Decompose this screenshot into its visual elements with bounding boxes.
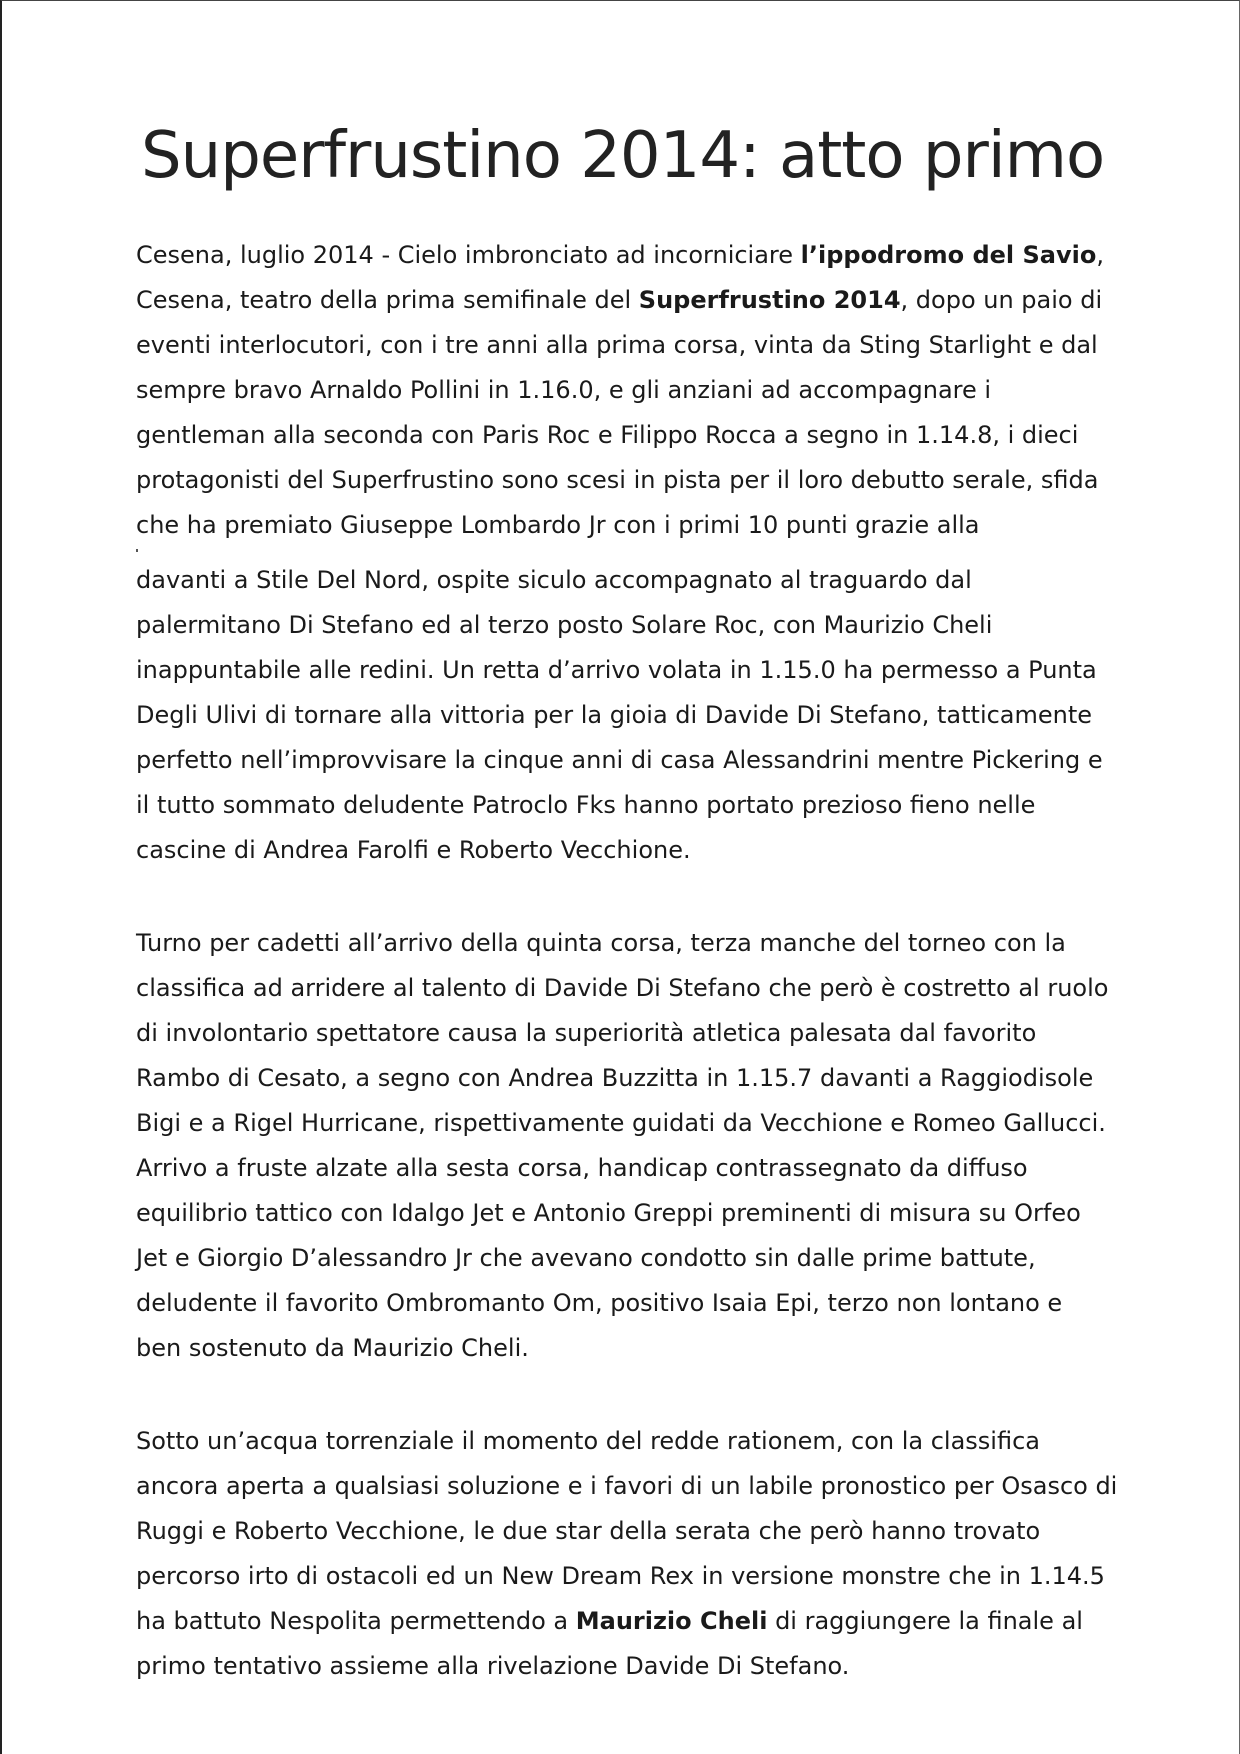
article-body xyxy=(136,233,1186,1689)
text-line xyxy=(136,323,1186,368)
text-line xyxy=(136,921,1186,966)
bold-text: Superfrustino 2014 xyxy=(638,286,901,314)
text-run: , xyxy=(1096,241,1104,269)
text-line xyxy=(136,558,1186,603)
text-line xyxy=(136,413,1186,458)
text-line xyxy=(136,278,1186,323)
text-line xyxy=(136,1509,1186,1554)
text-line xyxy=(136,1281,1186,1326)
text-run: di involontario spettatore causa la superiorità atletica palesata dal favorito xyxy=(136,1019,1037,1047)
text-run: davanti a Stile Del Nord, ospite siculo accompagnato al traguardo dal xyxy=(136,566,972,594)
text-run: perfetto nell’improvvisare la cinque anni di casa Alessandrini mentre Pickering e xyxy=(136,746,1103,774)
text-line xyxy=(136,503,1186,548)
text-run: primo tentativo assieme alla rivelazione Davide Di Stefano. xyxy=(136,1652,850,1680)
text-line xyxy=(136,1599,1186,1644)
text-line xyxy=(136,233,1186,278)
text-line xyxy=(136,1236,1186,1281)
text-run: sempre bravo Arnaldo Pollini in 1.16.0, e gli anziani ad accompagnare i xyxy=(136,376,992,404)
text-line xyxy=(136,458,1186,503)
text-line xyxy=(136,828,1186,873)
text-run: ancora aperta a qualsiasi soluzione e i favori di un labile pronostico per Osasco di xyxy=(136,1472,1118,1500)
text-run: deludente il favorito Ombromanto Om, positivo Isaia Epi, terzo non lontano e xyxy=(136,1289,1063,1317)
text-run: il tutto sommato deludente Patroclo Fks hanno portato prezioso fieno nelle xyxy=(136,791,1036,819)
text-line xyxy=(136,1146,1186,1191)
text-line xyxy=(136,693,1186,738)
text-run: Rambo di Cesato, a segno con Andrea Buzzitta in 1.15.7 davanti a Raggiodisole xyxy=(136,1064,1094,1092)
text-run: ha battuto Nespolita permettendo a xyxy=(136,1607,576,1635)
text-run: ben sostenuto da Maurizio Cheli. xyxy=(136,1334,529,1362)
text-run: Turno per cadetti all’arrivo della quinta corsa, terza manche del torneo con la xyxy=(136,929,1066,957)
text-line xyxy=(136,1464,1186,1509)
text-run: palermitano Di Stefano ed al terzo posto Solare Roc, con Maurizio Cheli xyxy=(136,611,993,639)
text-run: inappuntabile alle redini. Un retta d’arrivo volata in 1.15.0 ha permesso a Punta xyxy=(136,656,1097,684)
text-line xyxy=(136,783,1186,828)
text-run: equilibrio tattico con Idalgo Jet e Antonio Greppi preminenti di misura su Orfeo xyxy=(136,1199,1081,1227)
text-run: eventi interlocutori, con i tre anni alla prima corsa, vinta da Sting Starlight e dal xyxy=(136,331,1098,359)
text-run: che ha premiato Giuseppe Lombardo Jr con i primi 10 punti grazie alla xyxy=(136,511,980,539)
text-line xyxy=(136,603,1186,648)
text-line xyxy=(136,1554,1186,1599)
paragraph-3 xyxy=(136,1419,1186,1689)
scan-artifact xyxy=(136,548,1186,558)
text-line xyxy=(136,1644,1186,1689)
text-run: , dopo un paio di xyxy=(900,286,1103,314)
text-run: protagonisti del Superfrustino sono scesi in pista per il loro debutto serale, sfida xyxy=(136,466,1099,494)
text-run: percorso irto di ostacoli ed un New Dream Rex in versione monstre che in 1.14.5 xyxy=(136,1562,1105,1590)
paragraph-2 xyxy=(136,921,1186,1371)
text-run: Arrivo a fruste alzate alla sesta corsa, handicap contrassegnato da diffuso xyxy=(136,1154,1028,1182)
text-run: classifica ad arridere al talento di Davide Di Stefano che però è costretto al ruolo xyxy=(136,974,1109,1002)
text-line xyxy=(136,738,1186,783)
bold-text: l’ippodromo del Savio xyxy=(800,241,1097,269)
text-line xyxy=(136,368,1186,413)
text-line xyxy=(136,966,1186,1011)
text-line xyxy=(136,1326,1186,1371)
bold-text: Maurizio Cheli xyxy=(575,1607,768,1635)
text-run: Sotto un’acqua torrenziale il momento del redde rationem, con la classifica xyxy=(136,1427,1040,1455)
text-run: Ruggi e Roberto Vecchione, le due star della serata che però hanno trovato xyxy=(136,1517,1041,1545)
text-line xyxy=(136,1056,1186,1101)
text-run: Cesena, teatro della prima semifinale del xyxy=(136,286,639,314)
text-line xyxy=(136,1419,1186,1464)
text-line xyxy=(136,1101,1186,1146)
text-run: di raggiungere la finale al xyxy=(767,1607,1083,1635)
text-run: Degli Ulivi di tornare alla vittoria per la gioia di Davide Di Stefano, tatticamente xyxy=(136,701,1093,729)
text-line xyxy=(136,1011,1186,1056)
text-run: gentleman alla seconda con Paris Roc e Filippo Rocca a segno in 1.14.8, i dieci xyxy=(136,421,1079,449)
text-line xyxy=(136,648,1186,693)
text-run: Cesena, luglio 2014 - Cielo imbronciato ad incorniciare xyxy=(136,241,801,269)
text-line xyxy=(136,1191,1186,1236)
paragraph-1 xyxy=(136,233,1186,873)
text-run: Bigi e a Rigel Hurricane, rispettivamente guidati da Vecchione e Romeo Gallucci. xyxy=(136,1109,1106,1137)
text-run: cascine di Andrea Farolfi e Roberto Vecchione. xyxy=(136,836,691,864)
article-title: Superfrustino 2014: atto primo xyxy=(141,119,1105,193)
text-run: Jet e Giorgio D’alessandro Jr che avevano condotto sin dalle prime battute, xyxy=(136,1244,1036,1272)
